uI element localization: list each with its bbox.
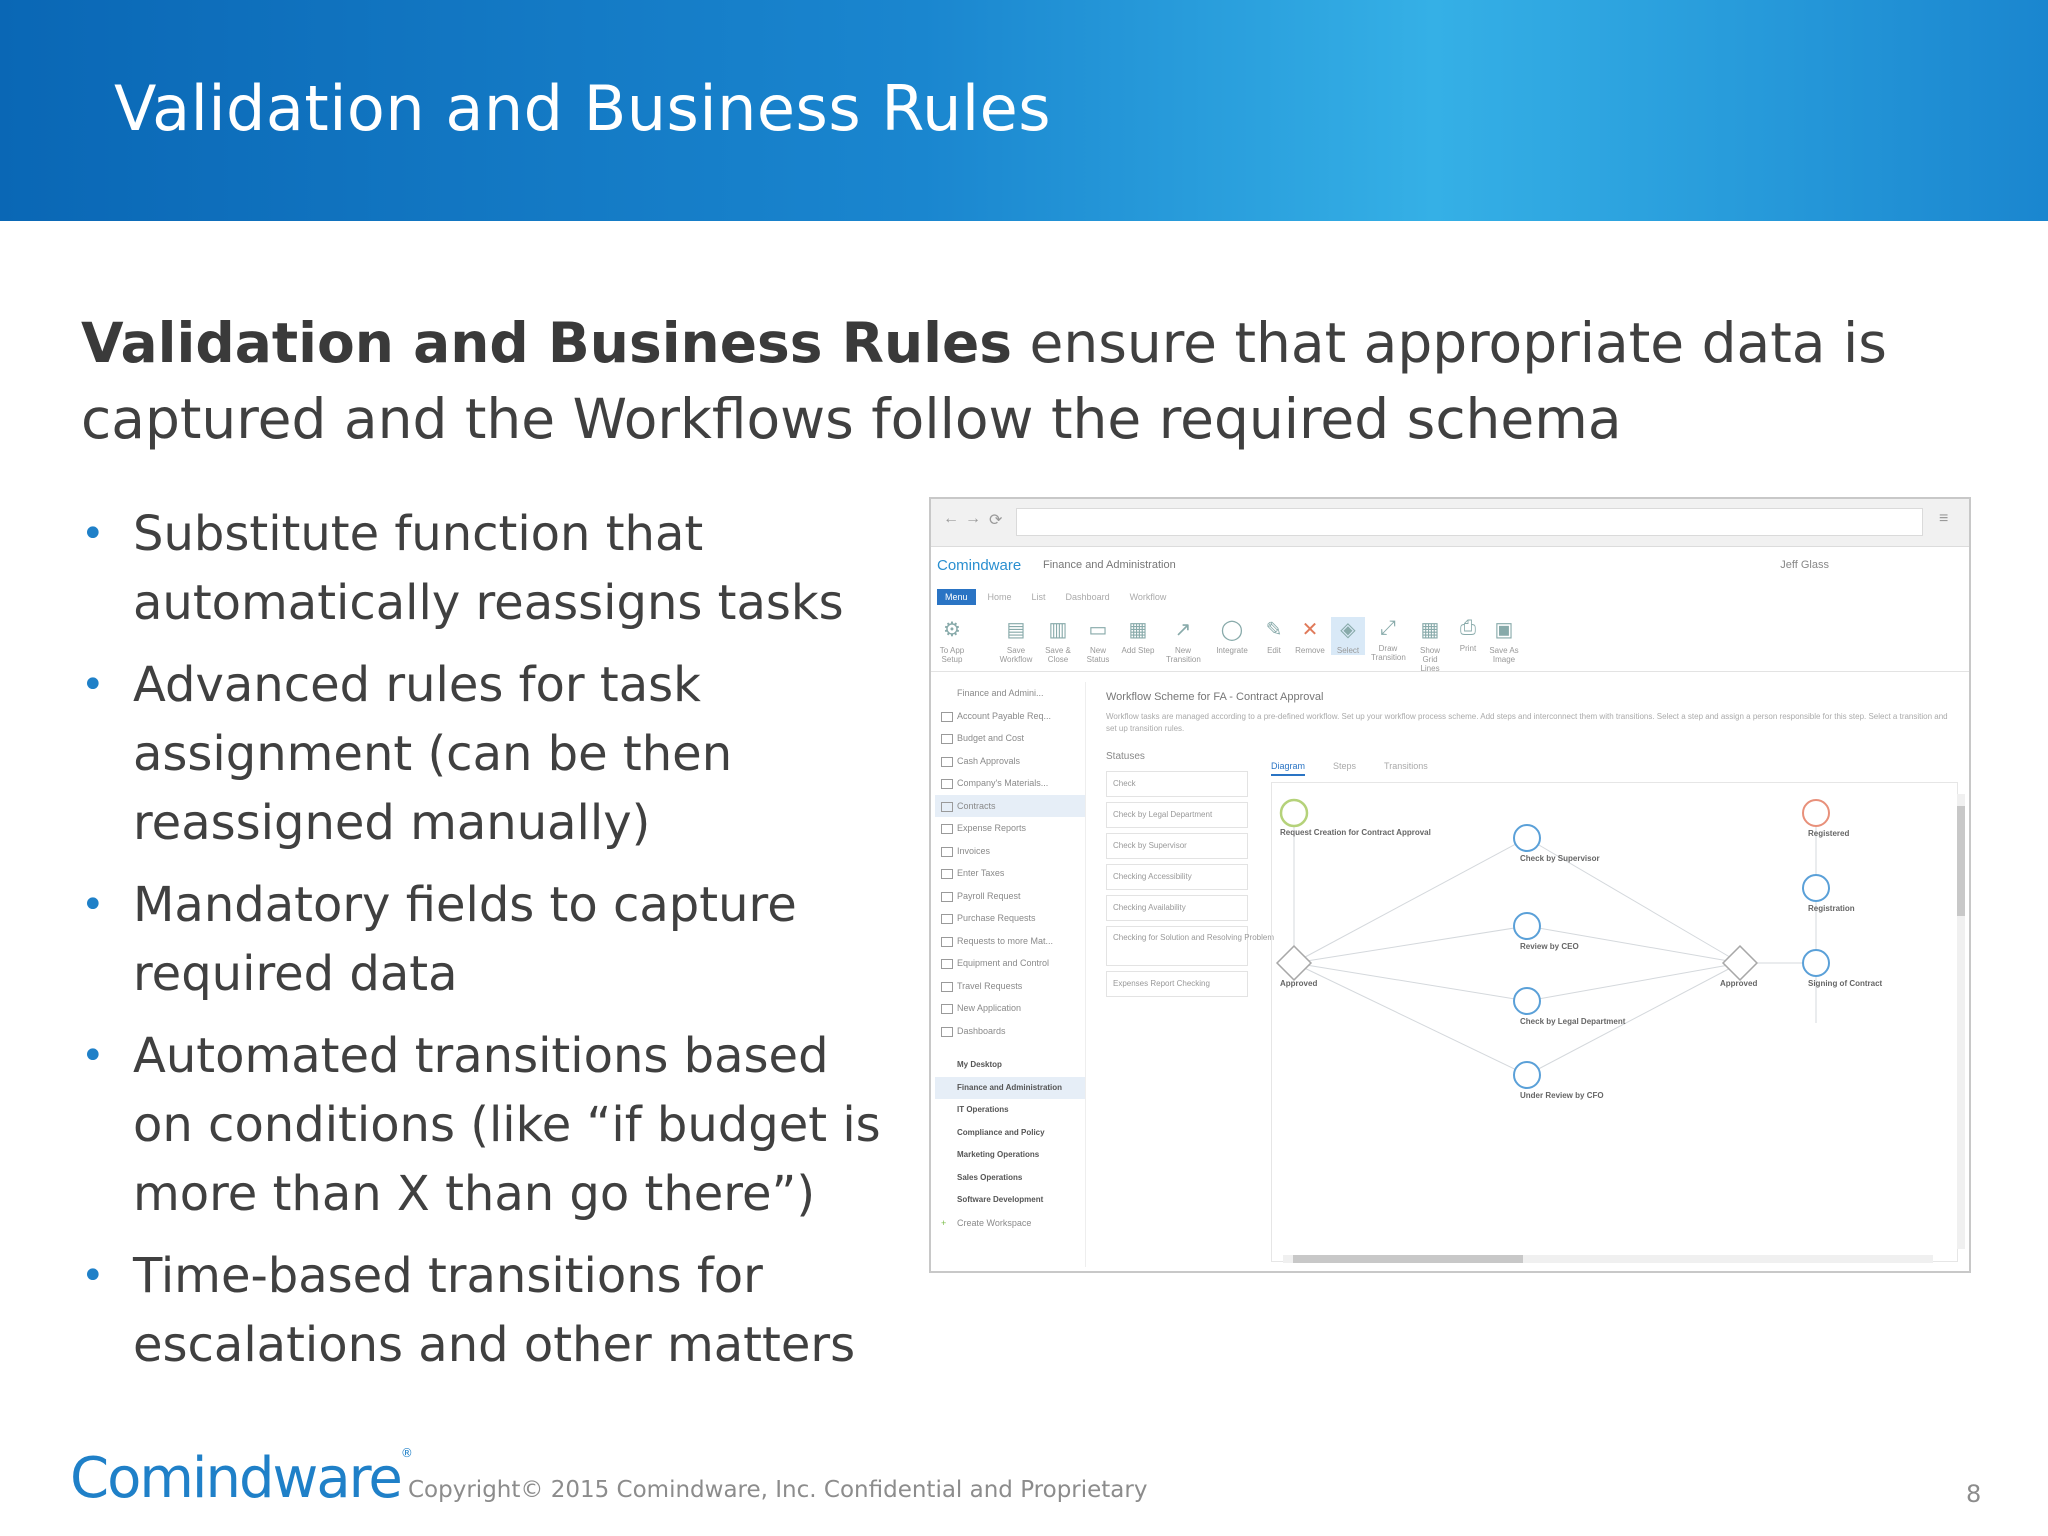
tool-setup[interactable]: ⚙ To App Setup (935, 617, 969, 664)
intro-rest: ensure that appropriate data is captured and the Workflows follow the required schema (81, 311, 1887, 451)
diagram-canvas (1272, 783, 1957, 1261)
bullet-dot-icon: • (81, 511, 105, 557)
save-icon: ▤ (1006, 619, 1026, 641)
bullet-item: • Mandatory fields to capture required data (81, 871, 881, 1009)
tab-home[interactable]: Home (987, 592, 1012, 602)
tool-new-status[interactable]: ▭ New Status (1081, 617, 1115, 664)
tool-save-image[interactable]: ▣ Save As Image (1487, 617, 1521, 664)
tool-edit[interactable]: ✎ Edit (1257, 617, 1291, 655)
node-label: Request Creation for Contract Approval (1280, 828, 1431, 837)
bullet-dot-icon: • (81, 1253, 105, 1299)
image-icon: ▣ (1494, 619, 1514, 641)
sidebar-group[interactable]: Compliance and Policy (957, 1127, 1045, 1137)
slide-title: Validation and Business Rules (114, 72, 1052, 145)
node-label: Registered (1808, 829, 1850, 838)
bullet-list (81, 500, 881, 1393)
sidebar-item[interactable]: Company's Materials... (935, 772, 1085, 795)
tool-print[interactable]: ⎙ Print (1451, 617, 1485, 653)
status-icon: ▭ (1088, 619, 1108, 641)
bullet-dot-icon: • (81, 882, 105, 928)
forward-icon[interactable]: → (965, 510, 981, 527)
workflow-toolbar (931, 609, 1969, 672)
bullet-item: • Advanced rules for task assignment (can be then reassigned manually) (81, 651, 881, 858)
address-bar[interactable] (1016, 508, 1923, 536)
app-bar (931, 547, 1969, 581)
tab-dashboard[interactable]: Dashboard (1065, 592, 1110, 602)
browser-chrome (931, 499, 1969, 547)
cfo-node[interactable] (1514, 1062, 1540, 1088)
node-label: Check by Supervisor (1520, 854, 1600, 863)
pencil-icon: ✎ (1265, 619, 1283, 641)
workflow-diagram[interactable] (1271, 782, 1958, 1262)
intro-bold: Validation and Business Rules (81, 311, 1013, 375)
slide-header (0, 0, 2048, 221)
menu-icon[interactable]: ≡ (1939, 510, 1949, 527)
integrate-icon: ◯ (1220, 619, 1244, 641)
status-item[interactable]: Check (1106, 771, 1248, 797)
status-item[interactable]: Expenses Report Checking (1106, 971, 1248, 997)
plus-icon: + (941, 1217, 947, 1228)
status-item[interactable]: Checking Availability (1106, 895, 1248, 921)
app-sidebar (935, 682, 1086, 1267)
node-label: Under Review by CFO (1520, 1091, 1604, 1100)
status-item[interactable]: Check by Supervisor (1106, 833, 1248, 859)
sidebar-item[interactable]: Enter Taxes (935, 862, 1085, 885)
sidebar-group[interactable]: Software Development (957, 1195, 1044, 1204)
bullet-item: • Time-based transitions for escalations and other matters (81, 1242, 881, 1380)
start-node[interactable] (1281, 800, 1307, 826)
bullet-item: • Substitute function that automatically reassigns tasks (81, 500, 881, 638)
breadcrumb[interactable]: Finance and Administration (1043, 559, 1176, 571)
intro-paragraph (81, 305, 1981, 457)
sidebar-group[interactable]: Marketing Operations (957, 1150, 1040, 1159)
sidebar-group[interactable]: IT Operations (957, 1105, 1009, 1114)
signing-node[interactable] (1803, 950, 1829, 976)
diagram-horizontal-scrollbar[interactable] (1283, 1255, 1933, 1263)
node-label: Registration (1808, 904, 1855, 913)
tab-transitions[interactable]: Transitions (1384, 761, 1428, 771)
save-close-icon: ▥ (1048, 619, 1068, 641)
sidebar-item[interactable]: Purchase Requests (935, 907, 1085, 930)
tool-add-step[interactable]: ▦ Add Step (1121, 619, 1155, 655)
tool-save[interactable]: ▤ Save Workflow (999, 619, 1033, 664)
step-icon: ▦ (1128, 619, 1148, 641)
sidebar-item[interactable]: Payroll Request (935, 885, 1085, 908)
transition-icon: ↗ (1174, 619, 1192, 641)
sidebar-item[interactable]: Account Payable Req... (935, 705, 1085, 728)
bullet-dot-icon: • (81, 662, 105, 708)
registered-node[interactable] (1803, 800, 1829, 826)
node-label: Check by Legal Department (1520, 1017, 1626, 1026)
reload-icon[interactable]: ⟳ (989, 512, 1003, 529)
sidebar-item[interactable]: Equipment and Control (935, 952, 1085, 975)
statuses-label: Statuses (1106, 751, 1145, 762)
sidebar-item[interactable]: Expense Reports (935, 817, 1085, 840)
status-list (1106, 771, 1274, 1002)
grid-icon: ▦ (1420, 619, 1440, 641)
node-label: Approved (1280, 979, 1318, 988)
back-icon[interactable]: ← (943, 510, 959, 527)
supervisor-node[interactable] (1514, 825, 1540, 851)
printer-icon: ⎙ (1460, 617, 1476, 639)
tab-diagram[interactable]: Diagram (1271, 761, 1305, 776)
tool-save-close[interactable]: ▥ Save & Close (1041, 617, 1075, 664)
sidebar-group[interactable]: My Desktop (957, 1060, 1002, 1069)
gear-icon: ⚙ (943, 619, 961, 641)
sidebar-item[interactable]: Invoices (935, 840, 1085, 863)
sidebar-item[interactable]: Finance and Admini... (957, 688, 1044, 698)
select-icon: ◈ (1340, 619, 1356, 641)
diagram-subtabs (1271, 761, 1456, 771)
user-menu[interactable]: Jeff Glass (1780, 559, 1829, 571)
sidebar-item[interactable]: New Application (935, 997, 1085, 1020)
node-label: Approved (1720, 979, 1758, 988)
create-workspace[interactable]: + Create Workspace (935, 1212, 1085, 1235)
draw-icon: ⤢ (1380, 617, 1396, 639)
bullet-item: • Automated transitions based on conditions (like “if budget is more than X than go there”) (81, 1022, 881, 1229)
ceo-node[interactable] (1514, 913, 1540, 939)
tab-steps[interactable]: Steps (1333, 761, 1357, 771)
tool-grid-lines[interactable]: ▦ Show Grid Lines (1413, 617, 1447, 673)
app-tabs (937, 587, 1178, 605)
sidebar-item[interactable]: Cash Approvals (935, 750, 1085, 773)
comindware-logo: Comindware® (70, 1446, 413, 1511)
copyright-text: Copyright© 2015 Comindware, Inc. Confidential and Proprietary (408, 1477, 1148, 1503)
diagram-vertical-scrollbar[interactable] (1957, 794, 1965, 1249)
gateway-right-icon[interactable] (1723, 946, 1757, 980)
sidebar-item[interactable]: Requests to more Mat... (935, 930, 1085, 953)
remove-icon: ✕ (1301, 619, 1319, 641)
tool-select[interactable]: ◈ Select (1331, 617, 1365, 655)
status-item[interactable]: Checking for Solution and Resolving Problem (1106, 926, 1248, 966)
workflow-description: Workflow tasks are managed according to a pre-defined workflow. Set up your workflow process scheme. Add steps and interconnect them with transitions. Select a step and assign a person responsible for this step. Select a transition and set up transition rules. (1106, 712, 1948, 733)
legal-node[interactable] (1514, 988, 1540, 1014)
sidebar-item[interactable]: Travel Requests (935, 975, 1085, 998)
tab-workflow[interactable]: Workflow (1129, 592, 1167, 602)
node-label: Signing of Contract (1808, 979, 1883, 988)
node-label: Review by CEO (1520, 942, 1579, 951)
sidebar-item[interactable]: Budget and Cost (935, 727, 1085, 750)
tab-list[interactable]: List (1031, 592, 1046, 602)
status-item[interactable]: Check by Legal Department (1106, 802, 1248, 828)
tool-integrate[interactable]: ◯ Integrate (1216, 619, 1248, 655)
registration-node[interactable] (1803, 875, 1829, 901)
tool-remove[interactable]: ✕ Remove (1293, 617, 1327, 655)
gateway-left-icon[interactable] (1277, 946, 1311, 980)
registered-mark: ® (400, 1446, 413, 1460)
app-logo: Comindware (937, 557, 1022, 574)
bullet-dot-icon: • (81, 1033, 105, 1079)
tab-menu[interactable]: Menu (937, 589, 976, 605)
tool-new-transition[interactable]: ↗ New Transition (1166, 619, 1201, 664)
tool-draw-transition[interactable]: ⤢ Draw Transition (1371, 617, 1406, 662)
workflow-screenshot (929, 497, 1971, 1273)
sidebar-group[interactable]: Sales Operations (957, 1172, 1023, 1182)
sidebar-item-contracts[interactable]: Contracts (935, 795, 1085, 818)
sidebar-item[interactable]: Dashboards (935, 1020, 1085, 1043)
page-number: 8 (1966, 1480, 1982, 1508)
workflow-title: Workflow Scheme for FA - Contract Approval (1106, 691, 1324, 703)
sidebar-group[interactable]: Finance and Administration (935, 1077, 1085, 1100)
status-item[interactable]: Checking Accessibility (1106, 864, 1248, 890)
